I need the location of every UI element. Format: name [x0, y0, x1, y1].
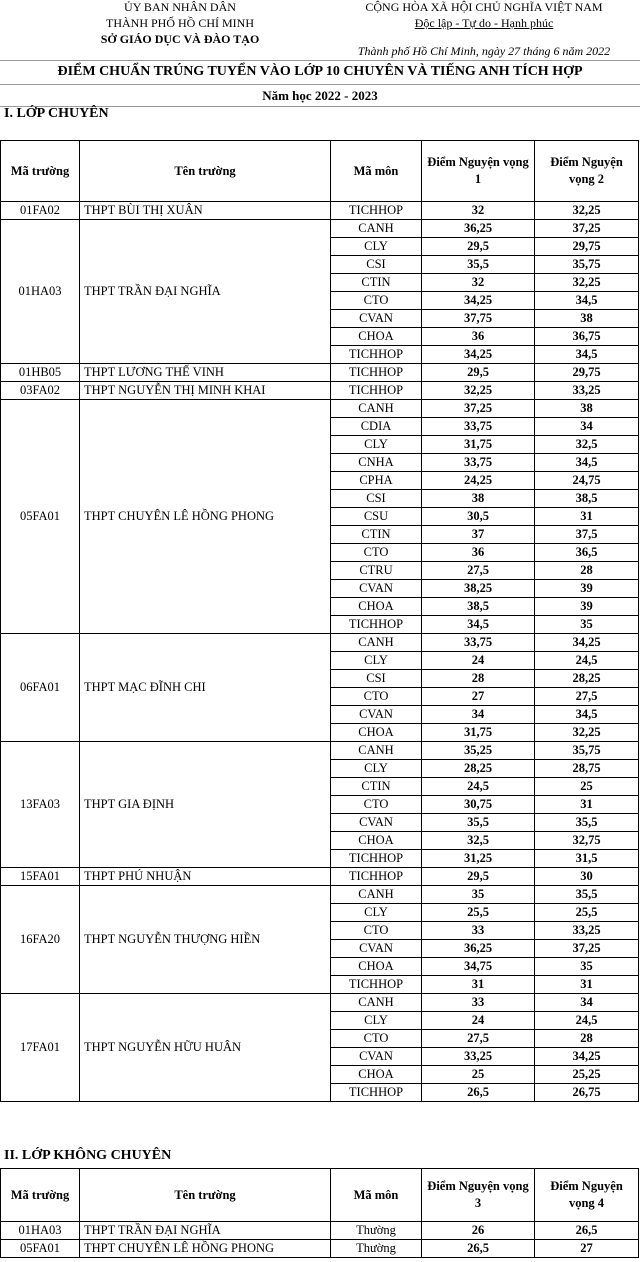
score-first: 24	[422, 652, 535, 670]
score-first: 25	[422, 1066, 535, 1084]
score-second: 28	[535, 562, 639, 580]
score-second: 32,25	[535, 202, 639, 220]
subject-code: CHOA	[331, 958, 422, 976]
score-first: 35,5	[422, 256, 535, 274]
score-second: 34,5	[535, 346, 639, 364]
score-first: 34,75	[422, 958, 535, 976]
school-name: THPT CHUYÊN LÊ HỒNG PHONG	[80, 400, 331, 634]
subject-code: CANH	[331, 886, 422, 904]
school-code: 17FA01	[1, 994, 80, 1102]
score-second: 32,25	[535, 274, 639, 292]
subject-code: Thường	[331, 1240, 422, 1258]
score-second: 24,5	[535, 1012, 639, 1030]
school-name: THPT TRẦN ĐẠI NGHĨA	[80, 1222, 331, 1240]
score-first: 37,25	[422, 400, 535, 418]
subject-code: CVAN	[331, 940, 422, 958]
score-second: 36,75	[535, 328, 639, 346]
score-second: 32,5	[535, 436, 639, 454]
column-header: Mã môn	[331, 141, 422, 202]
score-first: 28	[422, 670, 535, 688]
subject-code: CANH	[331, 220, 422, 238]
score-first: 33,75	[422, 634, 535, 652]
score-first: 36,25	[422, 940, 535, 958]
page-title: ĐIỂM CHUẨN TRÚNG TUYỂN VÀO LỚP 10 CHUYÊN VÀ TIẾNG ANH TÍCH HỢP	[57, 64, 583, 79]
column-header: Điểm Nguyện vọng 1	[422, 141, 535, 202]
score-second: 25,25	[535, 1066, 639, 1084]
score-first: 29,5	[422, 364, 535, 382]
score-first: 34	[422, 706, 535, 724]
score-second: 39	[535, 580, 639, 598]
school-name: THPT GIA ĐỊNH	[80, 742, 331, 868]
column-header: Tên trường	[80, 141, 331, 202]
score-second: 34,5	[535, 454, 639, 472]
subject-code: CNHA	[331, 454, 422, 472]
subject-code: CLY	[331, 436, 422, 454]
specialized-scores-table	[0, 140, 639, 1102]
score-second: 25,5	[535, 904, 639, 922]
score-first: 25,5	[422, 904, 535, 922]
table-row	[1, 634, 639, 652]
subject-code: CTO	[331, 688, 422, 706]
score-first: 26	[422, 1222, 535, 1240]
column-header: Điểm Nguyện vọng 4	[535, 1169, 639, 1222]
score-first: 35,5	[422, 814, 535, 832]
score-first: 32,5	[422, 832, 535, 850]
column-header: Điểm Nguyện vọng 3	[422, 1169, 535, 1222]
score-second: 31	[535, 508, 639, 526]
score-second: 34	[535, 994, 639, 1012]
table-row	[1, 400, 639, 418]
subject-code: CHOA	[331, 724, 422, 742]
score-first: 30,75	[422, 796, 535, 814]
score-second: 24,75	[535, 472, 639, 490]
score-first: 33,25	[422, 1048, 535, 1066]
score-second: 28,75	[535, 760, 639, 778]
city-name: THÀNH PHỐ HỒ CHÍ MINH	[106, 16, 254, 30]
subject-code: CHOA	[331, 328, 422, 346]
score-second: 32,25	[535, 724, 639, 742]
motto: Độc lập - Tự do - Hạnh phúc	[414, 16, 554, 30]
score-second: 38	[535, 400, 639, 418]
subject-code: TICHHOP	[331, 868, 422, 886]
subject-code: CVAN	[331, 310, 422, 328]
score-first: 24,25	[422, 472, 535, 490]
score-first: 36,25	[422, 220, 535, 238]
score-second: 26,5	[535, 1222, 639, 1240]
score-second: 27,5	[535, 688, 639, 706]
score-first: 33	[422, 994, 535, 1012]
score-second: 39	[535, 598, 639, 616]
subject-code: TICHHOP	[331, 850, 422, 868]
score-second: 28	[535, 1030, 639, 1048]
score-first: 34,5	[422, 616, 535, 634]
table-row	[1, 868, 639, 886]
school-name: THPT PHÚ NHUẬN	[80, 868, 331, 886]
score-second: 34,5	[535, 292, 639, 310]
score-second: 28,25	[535, 670, 639, 688]
score-first: 27,5	[422, 1030, 535, 1048]
table-row	[1, 364, 639, 382]
score-first: 29,5	[422, 868, 535, 886]
subject-code: CSI	[331, 490, 422, 508]
score-first: 32	[422, 202, 535, 220]
score-first: 33,75	[422, 454, 535, 472]
subject-code: TICHHOP	[331, 202, 422, 220]
subject-code: TICHHOP	[331, 976, 422, 994]
subject-code: TICHHOP	[331, 382, 422, 400]
score-first: 31,75	[422, 724, 535, 742]
score-first: 33	[422, 922, 535, 940]
score-first: 35	[422, 886, 535, 904]
school-name: THPT TRẦN ĐẠI NGHĨA	[80, 220, 331, 364]
school-year: Năm học 2022 - 2023	[262, 88, 378, 103]
subject-code: CLY	[331, 904, 422, 922]
non-specialized-scores-table	[0, 1168, 639, 1258]
table-row	[1, 202, 639, 220]
subject-code: CLY	[331, 760, 422, 778]
score-second: 29,75	[535, 364, 639, 382]
score-second: 37,5	[535, 526, 639, 544]
score-second: 35,5	[535, 886, 639, 904]
column-header: Mã trường	[1, 141, 80, 202]
score-second: 26,75	[535, 1084, 639, 1102]
table-row	[1, 382, 639, 400]
subject-code: CTO	[331, 292, 422, 310]
score-first: 38,5	[422, 598, 535, 616]
score-first: 32,25	[422, 382, 535, 400]
score-second: 34,5	[535, 706, 639, 724]
score-first: 35,25	[422, 742, 535, 760]
school-name: THPT NGUYỄN HỮU HUÂN	[80, 994, 331, 1102]
subject-code: CTRU	[331, 562, 422, 580]
school-code: 01HA03	[1, 1222, 80, 1240]
score-first: 34,25	[422, 346, 535, 364]
score-second: 32,75	[535, 832, 639, 850]
subject-code: CDIA	[331, 418, 422, 436]
school-name: THPT NGUYỄN THỊ MINH KHAI	[80, 382, 331, 400]
score-first: 27	[422, 688, 535, 706]
score-first: 31	[422, 976, 535, 994]
score-second: 33,25	[535, 922, 639, 940]
score-second: 24,5	[535, 652, 639, 670]
score-second: 31	[535, 976, 639, 994]
score-first: 29,5	[422, 238, 535, 256]
score-second: 34,25	[535, 1048, 639, 1066]
score-first: 24	[422, 1012, 535, 1030]
subject-code: CTO	[331, 1030, 422, 1048]
score-first: 36	[422, 544, 535, 562]
subject-code: TICHHOP	[331, 616, 422, 634]
subject-code: CHOA	[331, 1066, 422, 1084]
score-second: 31,5	[535, 850, 639, 868]
school-code: 01HB05	[1, 364, 80, 382]
score-second: 35	[535, 616, 639, 634]
score-second: 35,75	[535, 256, 639, 274]
score-first: 32	[422, 274, 535, 292]
score-second: 29,75	[535, 238, 639, 256]
issue-date: Thành phố Hồ Chí Minh, ngày 27 tháng 6 năm 2022	[357, 44, 611, 58]
score-first: 28,25	[422, 760, 535, 778]
subject-code: CVAN	[331, 1048, 422, 1066]
score-first: 26,5	[422, 1240, 535, 1258]
column-header: Điểm Nguyện vọng 2	[535, 141, 639, 202]
country-name: CỘNG HÒA XÃ HỘI CHỦ NGHĨA VIỆT NAM	[365, 0, 603, 14]
score-second: 35	[535, 958, 639, 976]
score-second: 35,75	[535, 742, 639, 760]
subject-code: CVAN	[331, 580, 422, 598]
school-name: THPT NGUYỄN THƯỢNG HIỀN	[80, 886, 331, 994]
score-first: 37	[422, 526, 535, 544]
school-name: THPT MẠC ĐĨNH CHI	[80, 634, 331, 742]
school-code: 03FA02	[1, 382, 80, 400]
subject-code: CSI	[331, 256, 422, 274]
score-second: 37,25	[535, 220, 639, 238]
subject-code: CLY	[331, 1012, 422, 1030]
subject-code: CTIN	[331, 526, 422, 544]
score-first: 38	[422, 490, 535, 508]
table-header-row	[1, 141, 639, 202]
score-first: 24,5	[422, 778, 535, 796]
score-first: 37,75	[422, 310, 535, 328]
score-second: 37,25	[535, 940, 639, 958]
score-first: 36	[422, 328, 535, 346]
score-first: 33,75	[422, 418, 535, 436]
subject-code: CLY	[331, 652, 422, 670]
school-code: 13FA03	[1, 742, 80, 868]
subject-code: CTO	[331, 796, 422, 814]
score-second: 35,5	[535, 814, 639, 832]
divider	[0, 84, 640, 85]
score-second: 38,5	[535, 490, 639, 508]
table-row	[1, 886, 639, 904]
school-code: 06FA01	[1, 634, 80, 742]
score-first: 26,5	[422, 1084, 535, 1102]
column-header: Tên trường	[80, 1169, 331, 1222]
subject-code: CHOA	[331, 598, 422, 616]
score-second: 31	[535, 796, 639, 814]
score-first: 31,25	[422, 850, 535, 868]
school-code: 01FA02	[1, 202, 80, 220]
score-first: 38,25	[422, 580, 535, 598]
school-code: 16FA20	[1, 886, 80, 994]
subject-code: CLY	[331, 238, 422, 256]
score-second: 34	[535, 418, 639, 436]
table-row	[1, 994, 639, 1012]
score-first: 30,5	[422, 508, 535, 526]
school-code: 15FA01	[1, 868, 80, 886]
subject-code: CVAN	[331, 706, 422, 724]
school-name: THPT CHUYÊN LÊ HỒNG PHONG	[80, 1240, 331, 1258]
score-second: 33,25	[535, 382, 639, 400]
table-header-row	[1, 1169, 639, 1222]
score-first: 31,75	[422, 436, 535, 454]
score-second: 30	[535, 868, 639, 886]
subject-code: CANH	[331, 634, 422, 652]
subject-code: CSI	[331, 670, 422, 688]
subject-code: CANH	[331, 742, 422, 760]
subject-code: CPHA	[331, 472, 422, 490]
table-row	[1, 1222, 639, 1240]
subject-code: CTIN	[331, 778, 422, 796]
section-heading-specialized: I. LỚP CHUYÊN	[4, 106, 109, 121]
score-first: 34,25	[422, 292, 535, 310]
school-code: 05FA01	[1, 1240, 80, 1258]
table-row	[1, 1240, 639, 1258]
agency-name: ỦY BAN NHÂN DÂN	[124, 0, 236, 14]
subject-code: CVAN	[331, 814, 422, 832]
subject-code: CANH	[331, 994, 422, 1012]
subject-code: TICHHOP	[331, 364, 422, 382]
column-header: Mã môn	[331, 1169, 422, 1222]
subject-code: TICHHOP	[331, 346, 422, 364]
table-row	[1, 742, 639, 760]
score-second: 34,25	[535, 634, 639, 652]
subject-code: CTIN	[331, 274, 422, 292]
score-second: 38	[535, 310, 639, 328]
score-second: 36,5	[535, 544, 639, 562]
school-name: THPT BÙI THỊ XUÂN	[80, 202, 331, 220]
score-second: 27	[535, 1240, 639, 1258]
section-heading-non-specialized: II. LỚP KHÔNG CHUYÊN	[4, 1148, 172, 1163]
school-code: 05FA01	[1, 400, 80, 634]
score-second: 25	[535, 778, 639, 796]
subject-code: TICHHOP	[331, 1084, 422, 1102]
school-name: THPT LƯƠNG THẾ VINH	[80, 364, 331, 382]
score-first: 27,5	[422, 562, 535, 580]
subject-code: CTO	[331, 922, 422, 940]
subject-code: CHOA	[331, 832, 422, 850]
subject-code: CANH	[331, 400, 422, 418]
department-name: SỞ GIÁO DỤC VÀ ĐÀO TẠO	[100, 32, 260, 46]
school-code: 01HA03	[1, 220, 80, 364]
subject-code: CSU	[331, 508, 422, 526]
table-row	[1, 220, 639, 238]
column-header: Mã trường	[1, 1169, 80, 1222]
divider	[0, 60, 640, 61]
subject-code: CTO	[331, 544, 422, 562]
subject-code: Thường	[331, 1222, 422, 1240]
